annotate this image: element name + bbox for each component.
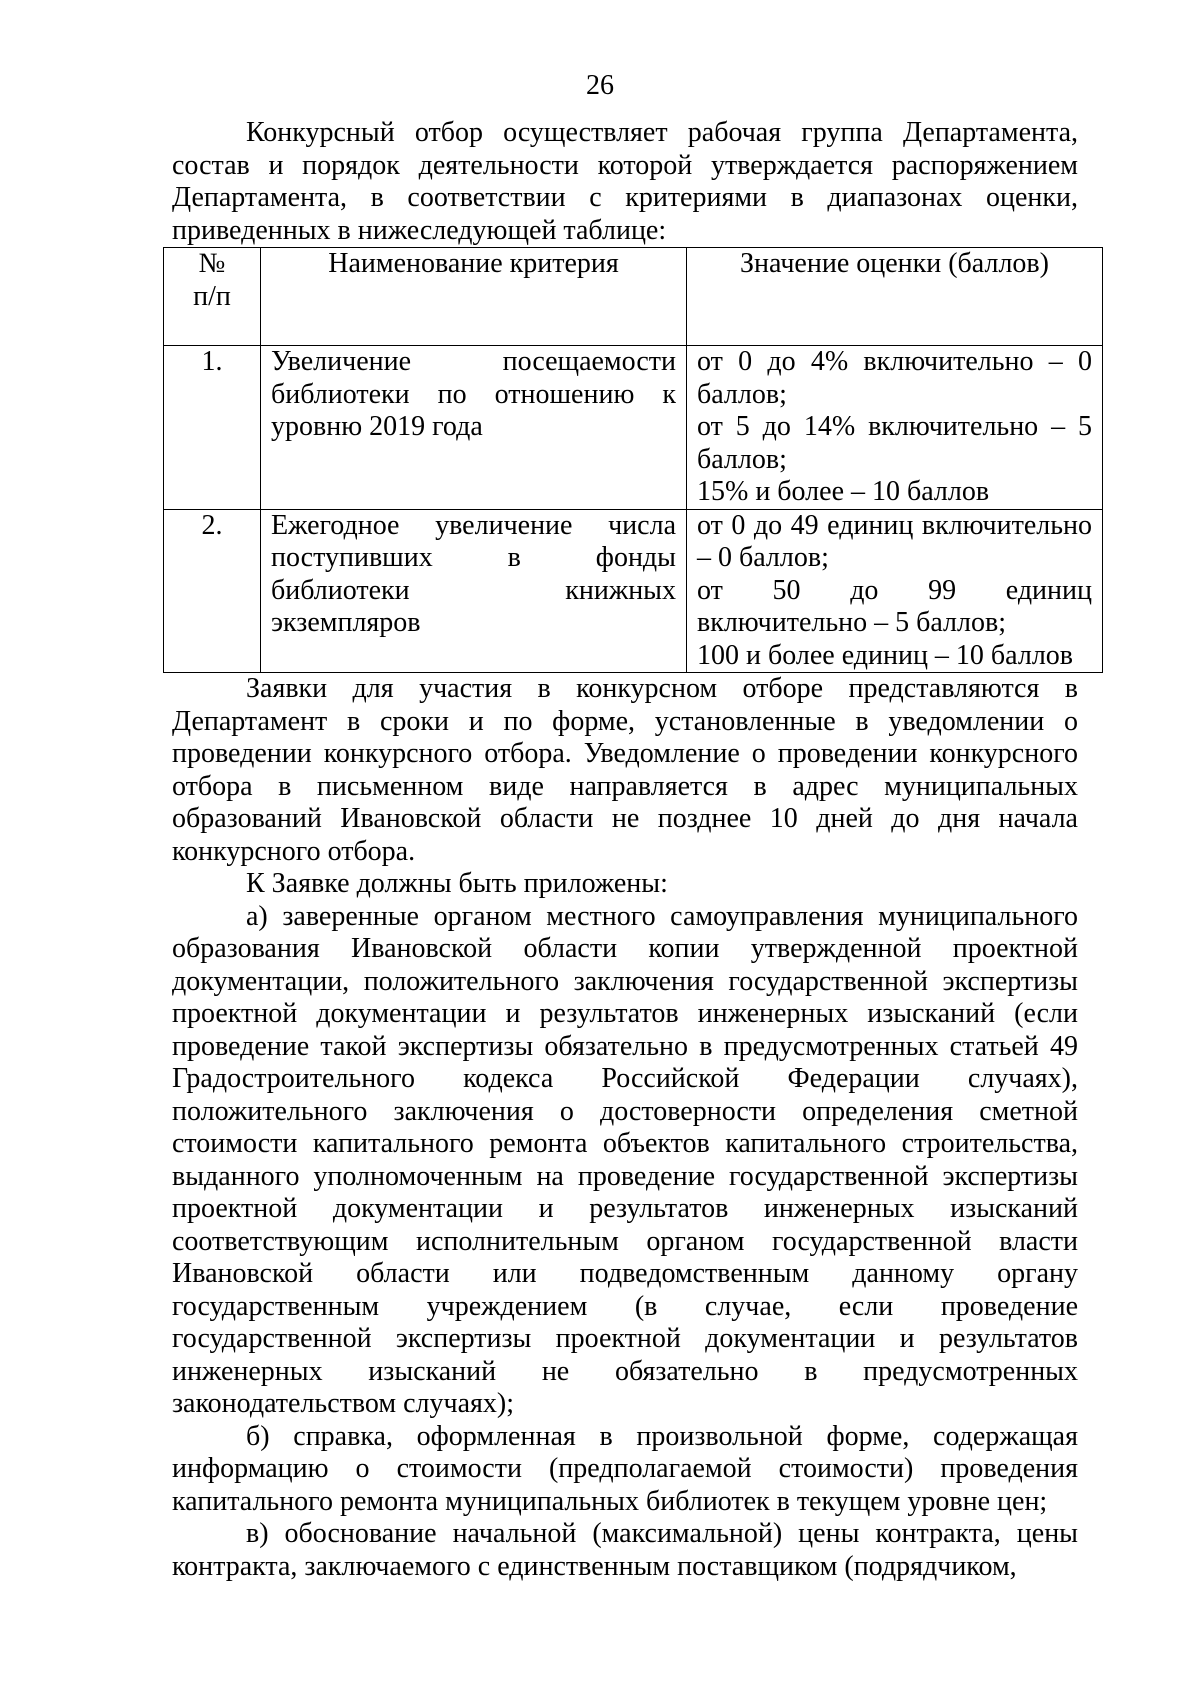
list-item-c: в) обоснование начальной (максимальной) цены контракта, цены контракта, заключаемого с единственным поставщиком (подрядчиком, (172, 1518, 1078, 1582)
table-row (164, 346, 1103, 510)
score-value-line: от 0 до 4% включительно – 0 баллов; (697, 346, 1092, 410)
score-values (687, 509, 1103, 673)
intro-paragraph: Конкурсный отбор осуществляет рабочая группа Департамента, состав и порядок деятельности которой утверждается распоряжением Департамента, в соответствии с критериями в диапазонах оценки, приведенных в нижеследующей таблице: (172, 117, 1078, 246)
row-number: 2. (164, 509, 261, 673)
score-value-line: от 0 до 49 единиц включительно – 0 баллов; (697, 509, 1092, 573)
criteria-table (163, 247, 1103, 673)
table-header-row (164, 248, 1103, 346)
row-number: 1. (164, 346, 261, 510)
score-value-line: от 50 до 99 единиц включительно – 5 баллов; (697, 574, 1092, 638)
criterion-name: Ежегодное увеличение числа поступивших в фонды библиотеки книжных экземпляров (261, 509, 687, 673)
score-value-line: от 5 до 14% включительно – 5 баллов; (697, 411, 1092, 475)
header-score-value: Значение оценки (баллов) (687, 248, 1103, 346)
table-row (164, 509, 1103, 673)
body-paragraph: К Заявке должны быть приложены: (246, 868, 668, 899)
document-body (172, 117, 1092, 1583)
list-item-a: а) заверенные органом местного самоуправления муниципального образования Ивановской области копии утвержденной проектной документации, положительного заключения государственной экспертизы проектной документации и результатов инженерных изысканий (если проведение такой экспертизы обязательно в предусмотренных статьей 49 Градостроительного кодекса Российской Федерации случаях), положительного заключения о достоверности определения сметной стоимости капитального ремонта объектов капитального строительства, выданного уполномоченным на проведение государственной экспертизы проектной документации и результатов инженерных изысканий соответствующим исполнительным органом государственной власти Ивановской области или подведомственным данному органу государственным учреждением (в случае, если проведение государственной экспертизы проектной документации и результатов инженерных изысканий не обязательно в предусмотренных законодательством случаях); (172, 900, 1078, 1419)
list-item-b: б) справка, оформленная в произвольной форме, содержащая информацию о стоимости (предполагаемой стоимости) проведения капитального ремонта муниципальных библиотек в текущем уровне цен; (172, 1420, 1078, 1517)
page-number: 26 (586, 70, 614, 101)
score-value-line: 100 и более единиц – 10 баллов (697, 639, 1074, 671)
score-values (687, 346, 1103, 510)
body-paragraph: Заявки для участия в конкурсном отборе представляются в Департамент в сроки и по форме, установленные в уведомлении о проведении конкурсного отбора. Уведомление о проведении конкурсного отбора в письменном виде направляется в адрес муниципальных образований Ивановской области не позднее 10 дней до дня начала конкурсного отбора. (172, 673, 1078, 867)
header-number-line2: п/п (193, 280, 231, 312)
header-number-cell (164, 248, 261, 346)
criterion-name: Увеличение посещаемости библиотеки по отношению к уровню 2019 года (261, 346, 687, 510)
header-criterion-name: Наименование критерия (261, 248, 687, 346)
header-number-line1: № (198, 248, 226, 279)
score-value-line: 15% и более – 10 баллов (697, 476, 990, 507)
